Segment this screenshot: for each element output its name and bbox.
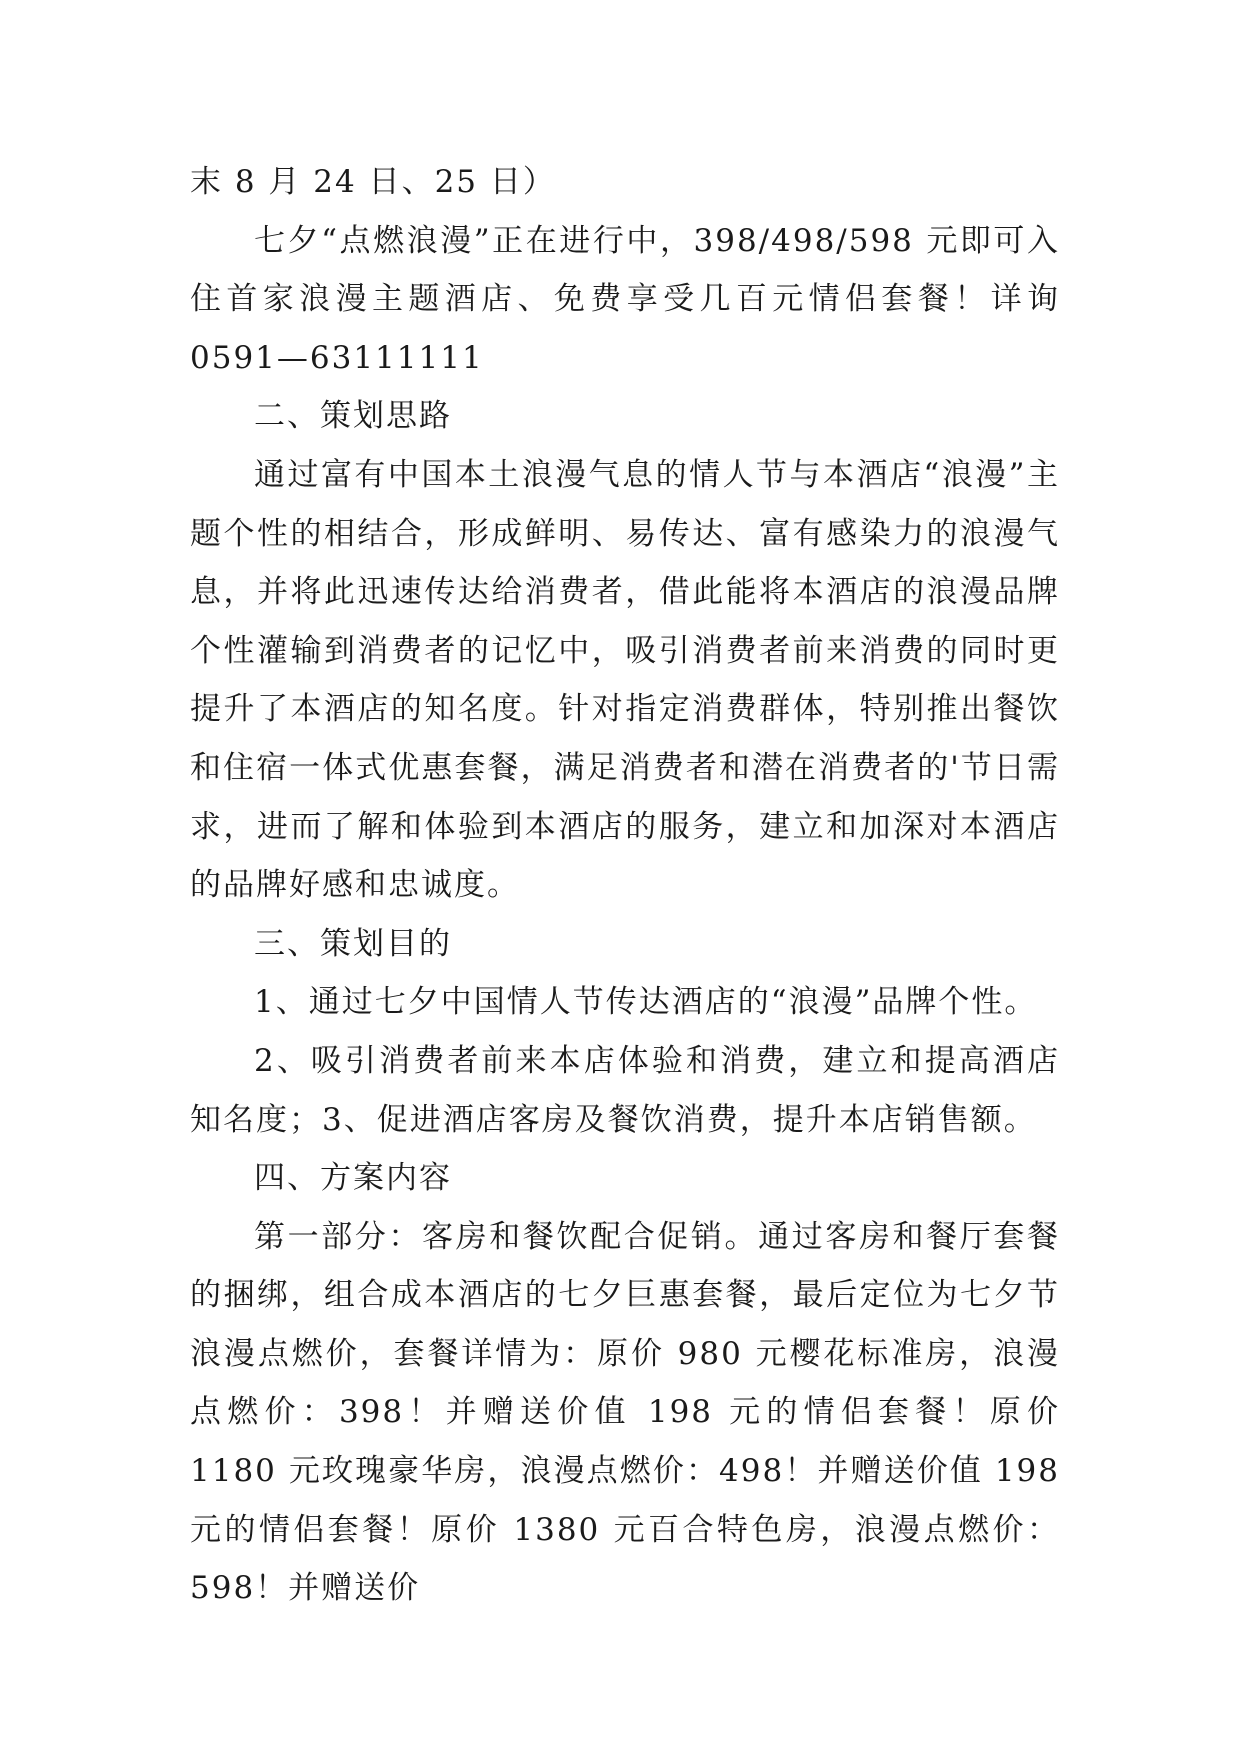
section-heading-planning-purpose: 三、策划目的	[254, 925, 452, 962]
document-body	[190, 153, 1060, 1618]
section-heading-planning-idea: 二、策划思路	[254, 398, 452, 435]
paragraph-planning-idea: 通过富有中国本土浪漫气息的情人节与本酒店“浪漫”主题个性的相结合，形成鲜明、易传达、富有感染力的浪漫气息，并将此迅速传达给消费者，借此能将本酒店的浪漫品牌个性灌输到消费者的记忆中，吸引消费者前来消费的同时更提升了本酒店的知名度。针对指定消费群体，特别推出餐饮和住宿一体式优惠套餐，满足消费者和潜在消费者的'节日需求，进而了解和体验到本酒店的服务，建立和加深对本酒店的品牌好感和忠诚度。	[190, 456, 1060, 904]
paragraph-purpose-1: 1、通过七夕中国情人节传达酒店的“浪漫”品牌个性。	[254, 984, 1038, 1021]
paragraph-promotion: 七夕“点燃浪漫”正在进行中，398/498/598 元即可入住首家浪漫主题酒店、免费享受几百元情侣套餐！详询 0591—63111111	[190, 222, 1060, 376]
paragraph-part-one: 第一部分：客房和餐饮配合促销。通过客房和餐厅套餐的捆绑，组合成本酒店的七夕巨惠套餐，最后定位为七夕节浪漫点燃价，套餐详情为：原价 980 元樱花标准房，浪漫点燃价：398！并赠送价值 198 元的情侣套餐！原价 1180 元玫瑰豪华房，浪漫点燃价：498！并赠送价值 198 元的情侣套餐！原价 1380 元百合特色房，浪漫点燃价：598！并赠送价	[190, 1218, 1060, 1607]
paragraph-date-continuation: 末 8 月 24 日、25 日）	[190, 164, 556, 200]
paragraph-purpose-2-3: 2、吸引消费者前来本店体验和消费，建立和提高酒店知名度；3、促进酒店客房及餐饮消费，提升本店销售额。	[190, 1042, 1060, 1138]
section-heading-plan-content: 四、方案内容	[254, 1160, 452, 1197]
